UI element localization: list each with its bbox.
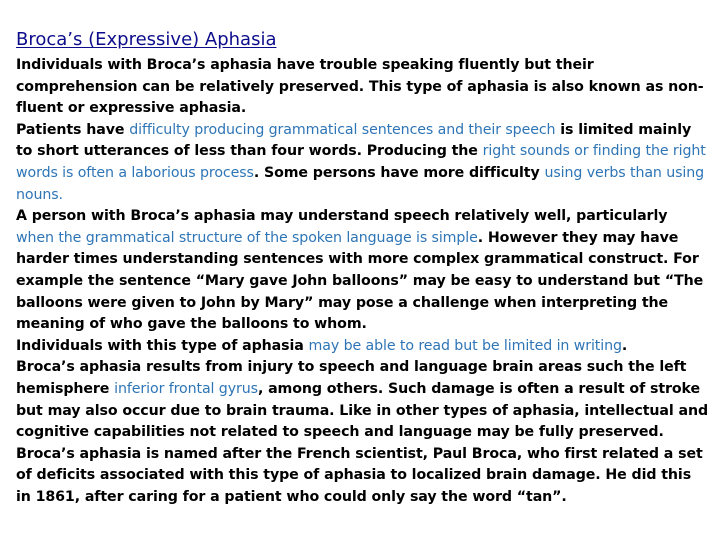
body-text [16, 55, 708, 508]
body-text-segment: . Some persons have more difficulty [253, 164, 545, 181]
body-text-segment: Broca’s aphasia is named after the French scientist, Paul Broca, who first related a set of deficits associated with this type of aphasia to localized brain damage. He did this in 1861, after caring for a patient who could only say the word “tan”. [16, 445, 703, 505]
body-text-segment: Patients have [16, 121, 130, 138]
paragraph [16, 206, 708, 336]
body-text-segment: . However they may have harder times understanding sentences with more complex grammatical construct. For example the sentence “Mary gave John balloons” may be easy to understand but “The balloons were given to John by Mary” may pose a challenge when interpreting the meaning of who gave the balloons to whom. [16, 229, 704, 333]
highlighted-text: right sounds or finding the right words is often a laborious process [16, 143, 706, 181]
highlighted-text: when the grammatical structure of the spoken language is simple [16, 229, 478, 246]
body-text-segment: A person with Broca’s aphasia may understand speech relatively well, particularly [16, 208, 668, 225]
body-text-segment: is limited mainly to short utterances of less than four words. Producing the [16, 121, 692, 160]
highlighted-text: difficulty producing grammatical sentences and their speech [129, 121, 556, 138]
slide-content [16, 27, 708, 508]
body-text-segment: Individuals with Broca’s aphasia have trouble speaking fluently but their comprehension can be relatively preserved. This type of aphasia is also known as non-fluent or expressive aphasia. [16, 57, 704, 117]
highlighted-text: may be able to read but be limited in writing [308, 337, 622, 354]
paragraph [16, 444, 708, 509]
highlighted-text: using verbs than using nouns. [16, 164, 705, 203]
body-text-segment: . [621, 337, 628, 354]
body-text-segment: Broca’s aphasia results from injury to speech and language brain areas such the left hemisphere [16, 359, 687, 397]
highlighted-text: inferior frontal gyrus [114, 380, 258, 397]
body-text-segment: , among others. Such damage is often a result of stroke but may also occur due to brain trauma. Like in other types of aphasia, intellectual and cognitive capabilities not related to speech and language may be fully preserved. [16, 380, 708, 441]
paragraph [16, 120, 708, 206]
paragraph [16, 336, 708, 358]
slide-title: Broca’s (Expressive) Aphasia [16, 29, 277, 50]
paragraph [16, 357, 708, 443]
body-text-segment: Individuals with this type of aphasia [16, 337, 309, 354]
paragraph [16, 55, 708, 120]
